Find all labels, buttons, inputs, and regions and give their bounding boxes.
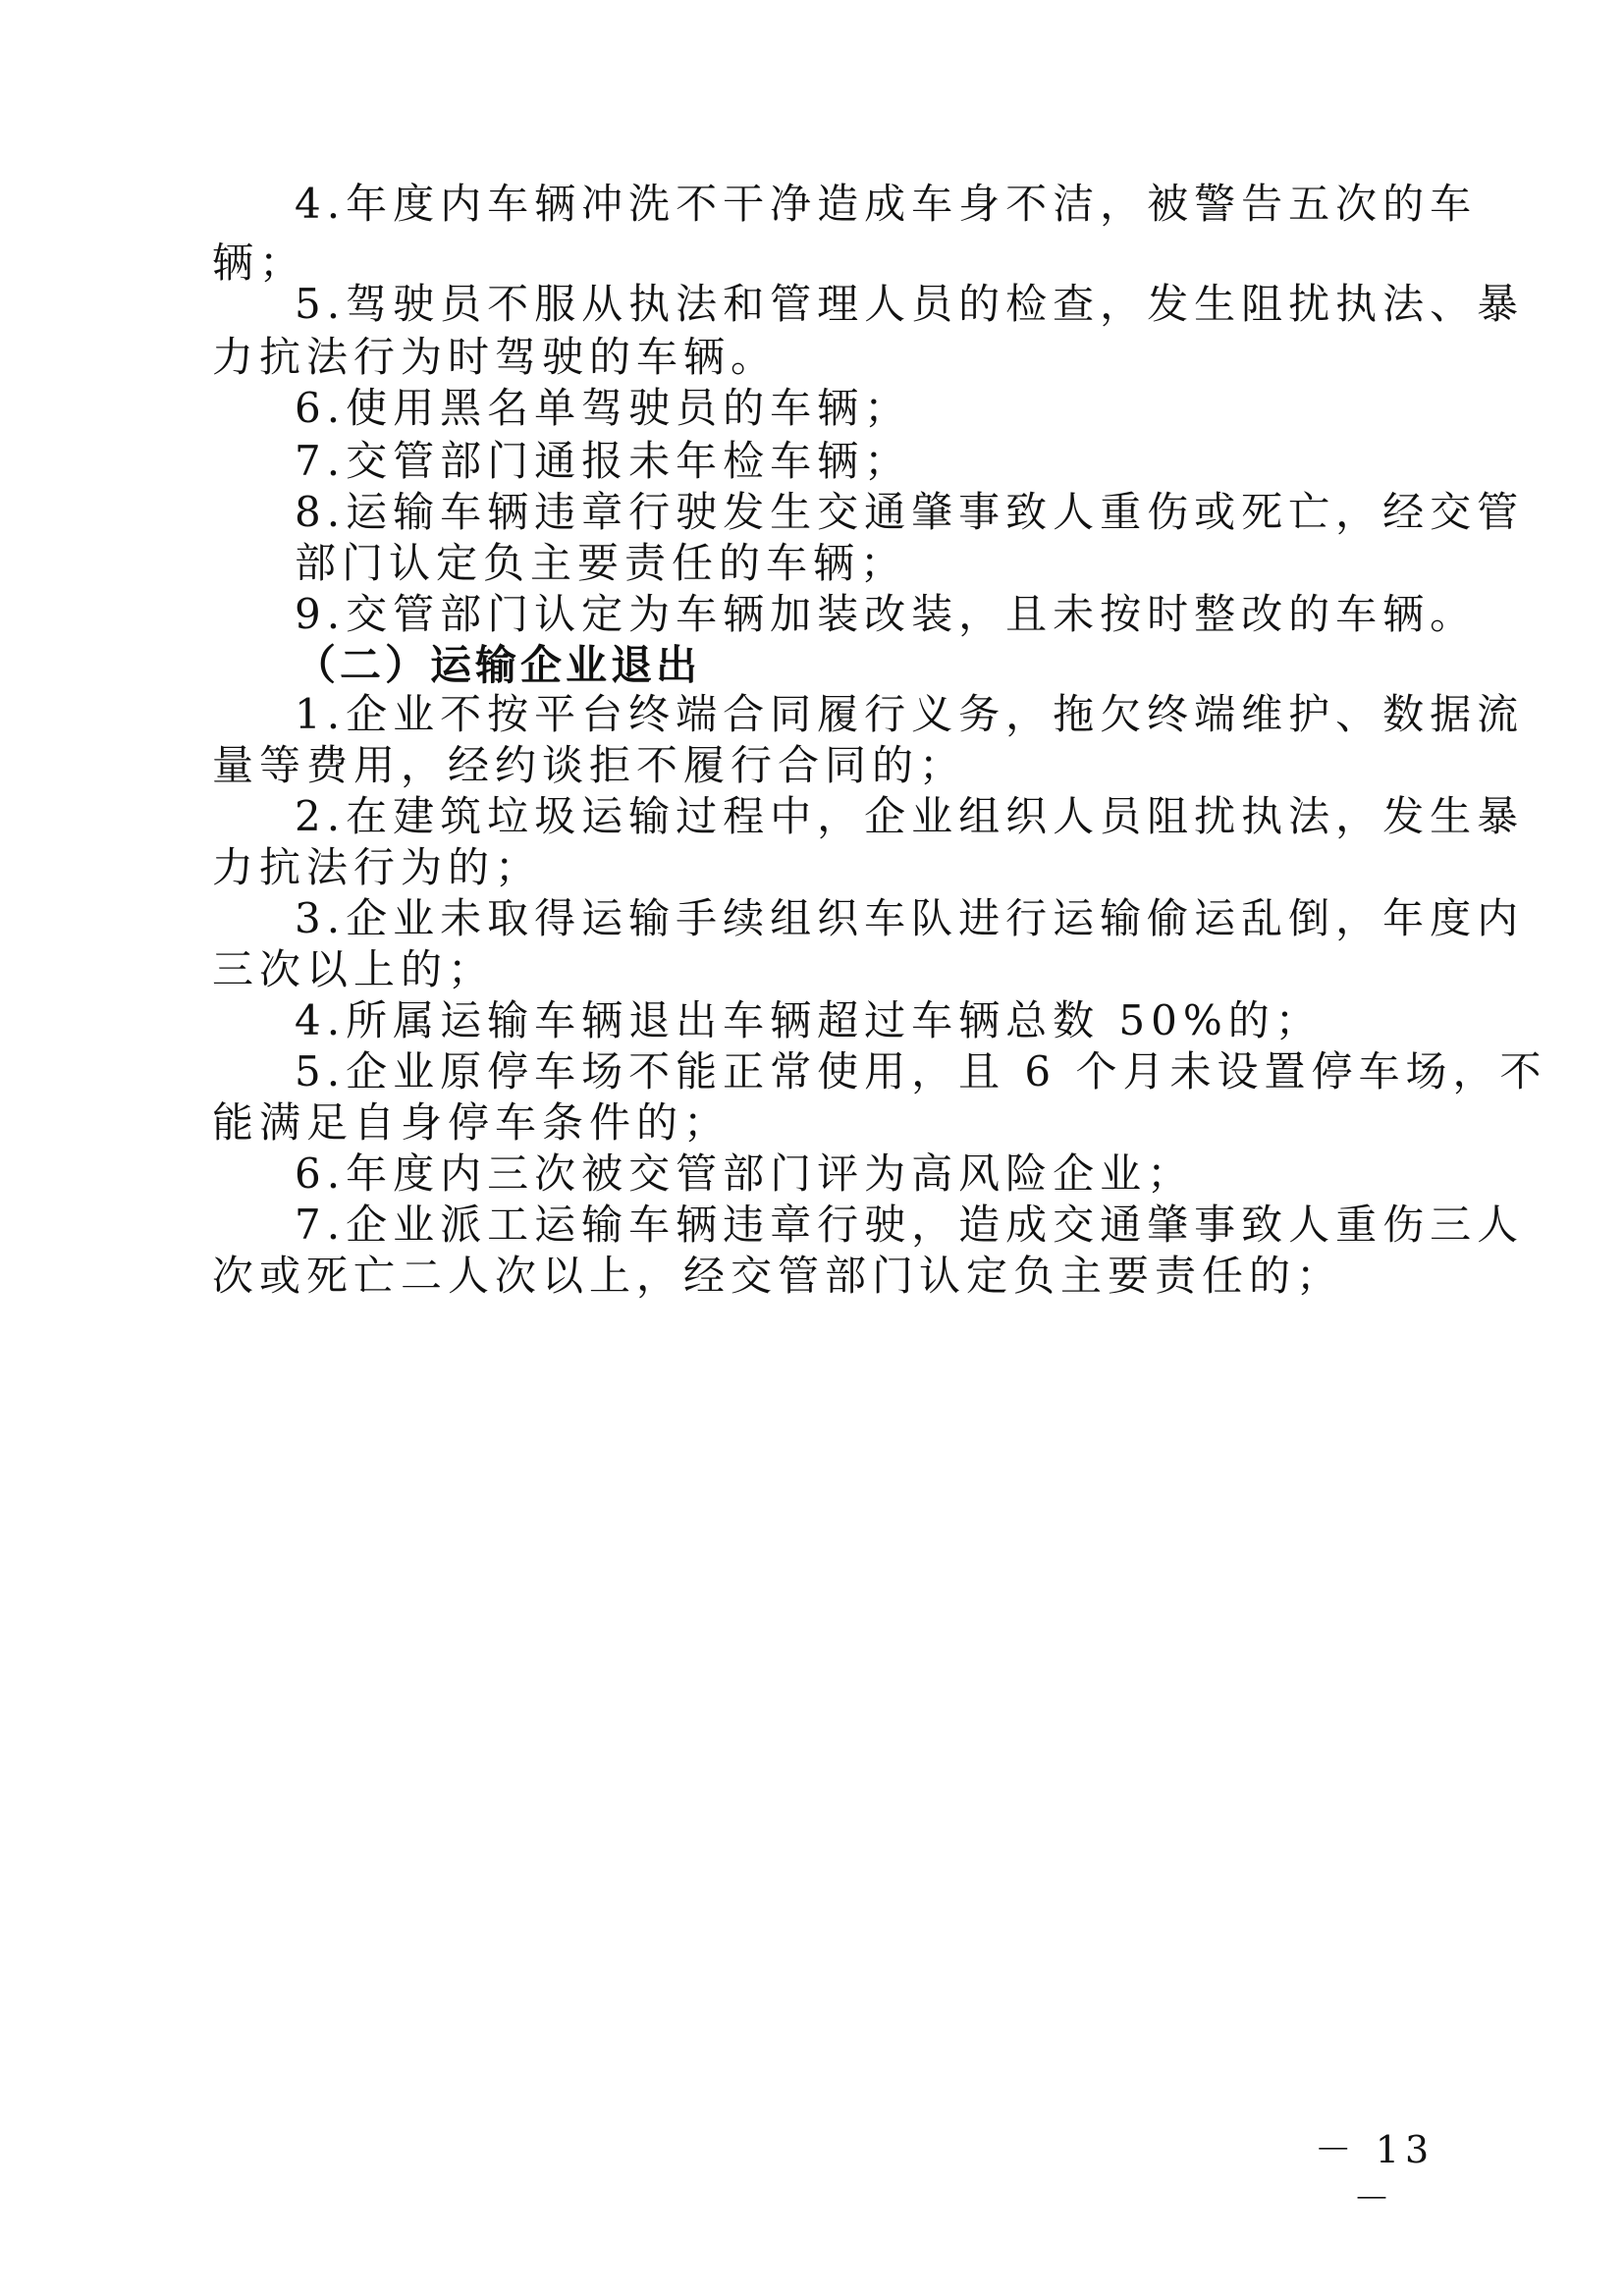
paragraph-line: 部门认定负主要责任的车辆； [295, 539, 908, 587]
paragraph-line: 2.在建筑垃圾运输过程中，企业组织人员阻扰执法，发生暴 [295, 792, 1525, 840]
paragraph-line: 5.企业原停车场不能正常使用，且 6 个月未设置停车场，不 [295, 1047, 1547, 1095]
paragraph-line: 力抗法行为的； [212, 843, 543, 891]
paragraph-line: 1.企业不按平台终端合同履行义务，拖欠终端维护、数据流 [295, 690, 1525, 738]
paragraph-line: 9.交管部门认定为车辆加装改装，且未按时整改的车辆。 [295, 590, 1478, 638]
paragraph-line: 6.年度内三次被交管部门评为高风险企业； [295, 1149, 1195, 1198]
page-number: － 13 － [1314, 2128, 1435, 2220]
paragraph-line: 5.驾驶员不服从执法和管理人员的检查，发生阻扰执法、暴 [295, 280, 1525, 328]
paragraph-line: 辆； [212, 239, 307, 287]
paragraph-line: 7.交管部门通报未年检车辆； [295, 437, 912, 485]
paragraph-line: 6.使用黑名单驾驶员的车辆； [295, 384, 912, 432]
paragraph-line: 8.运输车辆违章行驶发生交通肇事致人重伤或死亡，经交管 [295, 488, 1525, 536]
paragraph-line: 三次以上的； [212, 945, 496, 993]
section-heading: （二）运输企业退出 [295, 641, 702, 689]
paragraph-line: 力抗法行为时驾驶的车辆。 [212, 333, 779, 381]
paragraph-line: 4.年度内车辆冲洗不干净造成车身不洁，被警告五次的车 [295, 180, 1478, 228]
paragraph-line: 4.所属运输车辆退出车辆超过车辆总数 50%的； [295, 996, 1323, 1044]
paragraph-line: 7.企业派工运输车辆违章行驶，造成交通肇事致人重伤三人 [295, 1201, 1525, 1249]
paragraph-line: 次或死亡二人次以上，经交管部门认定负主要责任的； [212, 1252, 1344, 1300]
paragraph-line: 能满足自身停车条件的； [212, 1098, 731, 1147]
paragraph-line: 量等费用，经约谈拒不履行合同的； [212, 741, 967, 789]
paragraph-line: 3.企业未取得运输手续组织车队进行运输偷运乱倒，年度内 [295, 894, 1525, 942]
